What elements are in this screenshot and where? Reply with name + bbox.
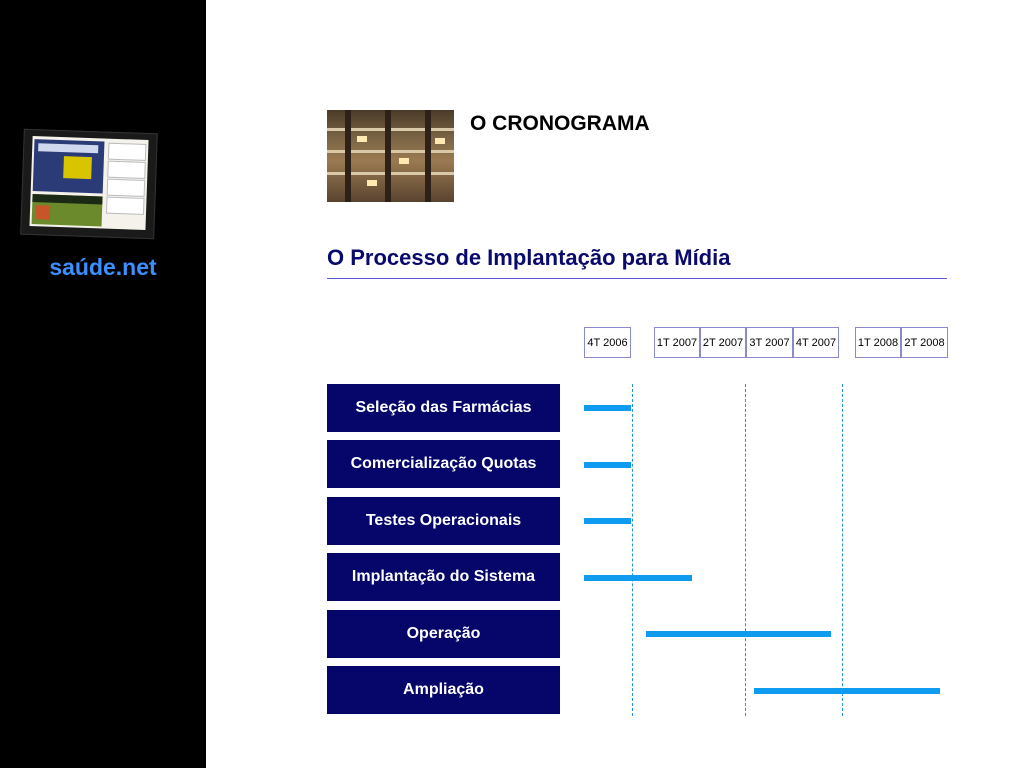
gantt-bar [646, 631, 831, 637]
task-box: Implantação do Sistema [327, 553, 560, 601]
period-header: 4T 2007 [793, 327, 839, 358]
year-divider [842, 384, 843, 716]
brand-logo-text: saúde.net [49, 254, 157, 280]
gantt-bar [584, 575, 692, 581]
gantt-bar [584, 518, 631, 524]
period-header: 2T 2008 [901, 327, 948, 358]
task-box: Operação [327, 610, 560, 658]
task-box: Seleção das Farmácias [327, 384, 560, 432]
gantt-bar [754, 688, 940, 694]
page-title: O CRONOGRAMA [470, 112, 650, 135]
section-subtitle: O Processo de Implantação para Mídia [327, 245, 731, 270]
building-atrium-photo [327, 110, 454, 202]
period-header: 1T 2007 [654, 327, 700, 358]
sidebar [0, 0, 206, 768]
period-header: 3T 2007 [746, 327, 793, 358]
task-box: Testes Operacionais [327, 497, 560, 545]
year-divider [632, 384, 633, 716]
title-divider [327, 278, 947, 279]
period-header: 2T 2007 [700, 327, 746, 358]
task-box: Ampliação [327, 666, 560, 714]
period-header: 4T 2006 [584, 327, 631, 358]
gantt-bar [584, 405, 631, 411]
digital-signage-screen-icon [20, 129, 158, 240]
period-header: 1T 2008 [855, 327, 901, 358]
task-box: Comercialização Quotas [327, 440, 560, 488]
year-divider [745, 384, 746, 716]
gantt-bar [584, 462, 631, 468]
